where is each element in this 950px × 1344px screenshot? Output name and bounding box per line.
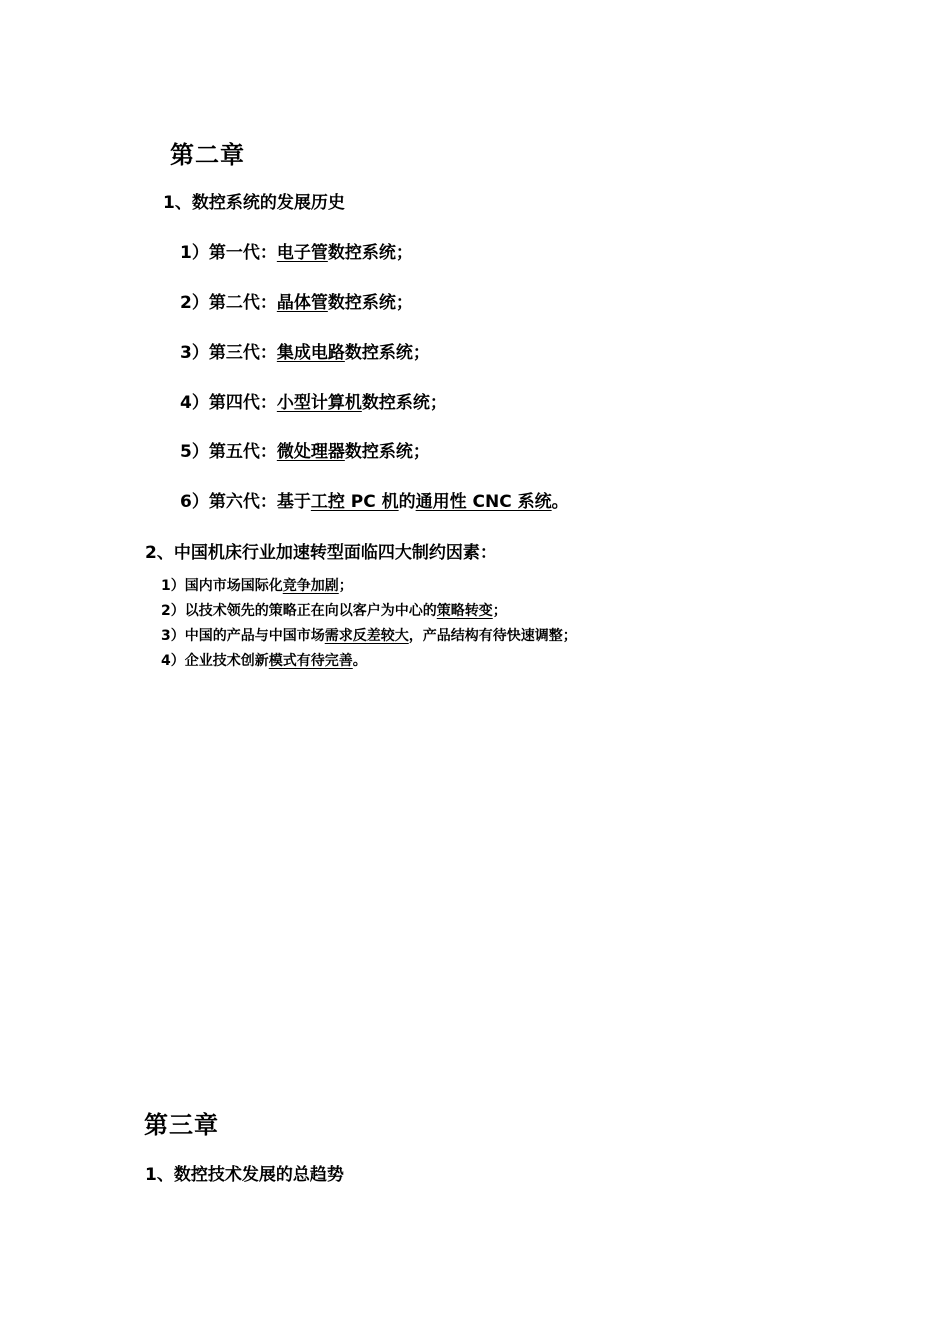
factor-item-2 — [161, 600, 507, 620]
item-suffix: 。 — [551, 492, 569, 512]
generation-item-4 — [180, 388, 447, 413]
item-keyword: 竞争加剧 — [282, 578, 339, 594]
item-prefix: 3）中国的产品与中国市场 — [161, 628, 325, 644]
item-suffix: 数控系统； — [361, 393, 447, 413]
section-1-heading: 1、数控系统的发展历史 — [163, 193, 345, 213]
generation-item-1 — [180, 238, 413, 263]
item-prefix: 2）第二代： — [180, 293, 277, 313]
item-suffix: 数控系统； — [344, 442, 430, 462]
chapter-3-title: 第三章 — [144, 1111, 219, 1139]
item-keyword: 微处理器 — [276, 442, 345, 462]
item-keyword: 集成电路 — [276, 343, 345, 363]
item-keyword: 工控 PC 机 — [310, 492, 399, 512]
generation-item-3 — [180, 338, 430, 363]
item-keyword: 策略转变 — [436, 603, 493, 619]
item-suffix: 数控系统； — [327, 293, 413, 313]
item-keyword-2: 通用性 CNC 系统 — [415, 492, 552, 512]
item-prefix: 5）第五代： — [180, 442, 277, 462]
item-prefix: 4）企业技术创新 — [161, 653, 269, 669]
chapter-2-title: 第二章 — [170, 141, 245, 169]
item-keyword: 需求反差较大 — [324, 628, 409, 644]
factor-item-3 — [161, 625, 577, 645]
item-prefix: 3）第三代： — [180, 343, 277, 363]
item-suffix: ； — [492, 603, 507, 619]
section-2-heading: 2、中国机床行业加速转型面临四大制约因素： — [145, 543, 497, 563]
item-suffix: 数控系统； — [327, 243, 413, 263]
item-prefix: 2）以技术领先的策略正在向以客户为中心的 — [161, 603, 437, 619]
item-keyword: 电子管 — [276, 243, 328, 263]
item-keyword: 小型计算机 — [276, 393, 362, 413]
item-middle: 的 — [398, 492, 416, 512]
item-suffix: ，产品结构有待快速调整； — [408, 628, 577, 644]
generation-item-6 — [180, 487, 569, 512]
factor-item-4 — [161, 650, 367, 670]
item-prefix: 1）第一代： — [180, 243, 277, 263]
chapter-3-section-1-heading: 1、数控技术发展的总趋势 — [145, 1165, 344, 1185]
item-prefix: 6）第六代：基于 — [180, 492, 311, 512]
item-suffix: ； — [338, 578, 353, 594]
item-prefix: 1）国内市场国际化 — [161, 578, 283, 594]
item-suffix: 数控系统； — [344, 343, 430, 363]
item-keyword: 模式有待完善 — [268, 653, 353, 669]
generation-item-2 — [180, 288, 413, 313]
factor-item-1 — [161, 575, 353, 595]
generation-item-5 — [180, 437, 430, 462]
item-prefix: 4）第四代： — [180, 393, 277, 413]
item-keyword: 晶体管 — [276, 293, 328, 313]
item-suffix: 。 — [352, 653, 367, 669]
